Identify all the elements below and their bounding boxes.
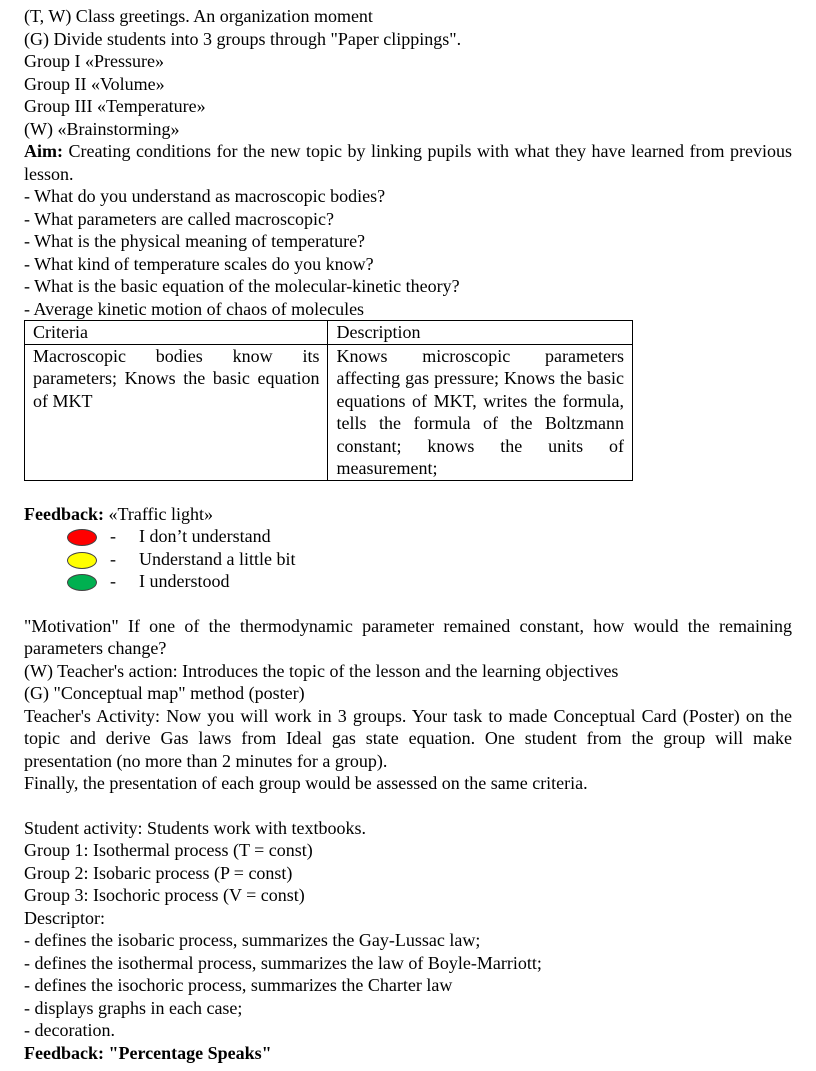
student-activity-line: Student activity: Students work with textbooks. (24, 817, 366, 838)
feedback-percentage-label: Feedback: "Percentage Speaks" (24, 1042, 272, 1063)
spacer (24, 593, 792, 615)
lesson-plan-page (24, 5, 792, 1064)
intro-line-brainstorming: (W) «Brainstorming» (24, 118, 180, 139)
intro-line-group-2: Group II «Volume» (24, 73, 165, 94)
question-item: - Average kinetic motion of chaos of molecules (24, 298, 365, 319)
traffic-light-label: Understand a little bit (139, 548, 296, 569)
dash: - (110, 548, 116, 569)
assessment-line: Finally, the presentation of each group would be assessed on the same criteria. (24, 773, 588, 793)
traffic-light-item-yellow (24, 548, 792, 571)
descriptor-item: - defines the isothermal process, summarizes the law of Boyle-Marriott; (24, 952, 542, 973)
question-item: - What is the basic equation of the molecular-kinetic theory? (24, 276, 460, 296)
descriptor-item: - displays graphs in each case; (24, 997, 243, 1018)
intro-line-divide-groups: (G) Divide students into 3 groups through "Paper clippings". (24, 28, 462, 49)
cell-description: Knows microscopic parameters affecting gas pressure; Knows the basic equations of MKT, writes the formula, tells the formula of the Boltzmann constant; knows the units of measurement; (328, 344, 633, 480)
dash: - (110, 526, 116, 546)
descriptor-item: - defines the isobaric process, summarizes the Gay-Lussac law; (24, 930, 481, 950)
descriptor-item: - decoration. (24, 1020, 115, 1040)
traffic-light-label: I understood (139, 571, 230, 591)
teacher-action-line: (W) Teacher's action: Introduces the topic of the lesson and the learning objectives (24, 660, 619, 681)
question-item: - What is the physical meaning of temperature? (24, 231, 366, 251)
red-light-icon (67, 529, 97, 546)
traffic-light-item-red (24, 525, 792, 548)
feedback-percentage (24, 1042, 792, 1065)
traffic-light-label: I don’t understand (139, 526, 271, 546)
spacer (24, 795, 792, 817)
question-item: - What kind of temperature scales do you know? (24, 253, 374, 274)
yellow-light-icon (67, 552, 97, 569)
aim-text: Creating conditions for the new topic by linking pupils with what they have learned from previous lesson. (24, 141, 792, 184)
conceptual-map-line: (G) "Conceptual map" method (poster) (24, 683, 305, 703)
intro-line-group-3: Group III «Temperature» (24, 96, 206, 116)
spacer (24, 481, 792, 503)
group-3-line: Group 3: Isochoric process (V = const) (24, 885, 305, 905)
header-criteria: Criteria (25, 321, 328, 345)
question-item: - What do you understand as macroscopic bodies? (24, 186, 386, 206)
aim-label: Aim: (24, 141, 63, 161)
intro-line-group-1: Group I «Pressure» (24, 51, 164, 71)
green-light-icon (67, 574, 97, 591)
descriptor-item: - defines the isochoric process, summarizes the Charter law (24, 975, 453, 995)
feedback-traffic-light (24, 503, 792, 526)
feedback-text: «Traffic light» (104, 503, 214, 524)
group-1-line: Group 1: Isothermal process (T = const) (24, 840, 313, 860)
descriptor-heading: Descriptor: (24, 907, 105, 928)
criteria-table (24, 320, 633, 481)
header-description: Description (328, 321, 633, 345)
feedback-label: Feedback: (24, 503, 104, 524)
dash: - (110, 571, 116, 591)
motivation-paragraph: "Motivation" If one of the thermodynamic parameter remained constant, how would the remaining parameters change? (24, 615, 792, 658)
table-row (25, 344, 633, 480)
teacher-activity-paragraph: Teacher's Activity: Now you will work in 3 groups. Your task to made Conceptual Card (Poster) on the topic and derive Gas laws from Ideal gas state equation. One student from the group will make presentation (no more than 2 minutes for a group). (24, 705, 792, 771)
group-2-line: Group 2: Isobaric process (P = const) (24, 862, 293, 883)
intro-line-greetings: (T, W) Class greetings. An organization moment (24, 6, 373, 26)
traffic-light-item-green (24, 570, 792, 593)
aim-paragraph (24, 140, 792, 185)
question-item: - What parameters are called macroscopic? (24, 208, 334, 229)
cell-criteria: Macroscopic bodies know its parameters; Knows the basic equation of MKT (25, 344, 328, 480)
table-header-row (25, 321, 633, 345)
